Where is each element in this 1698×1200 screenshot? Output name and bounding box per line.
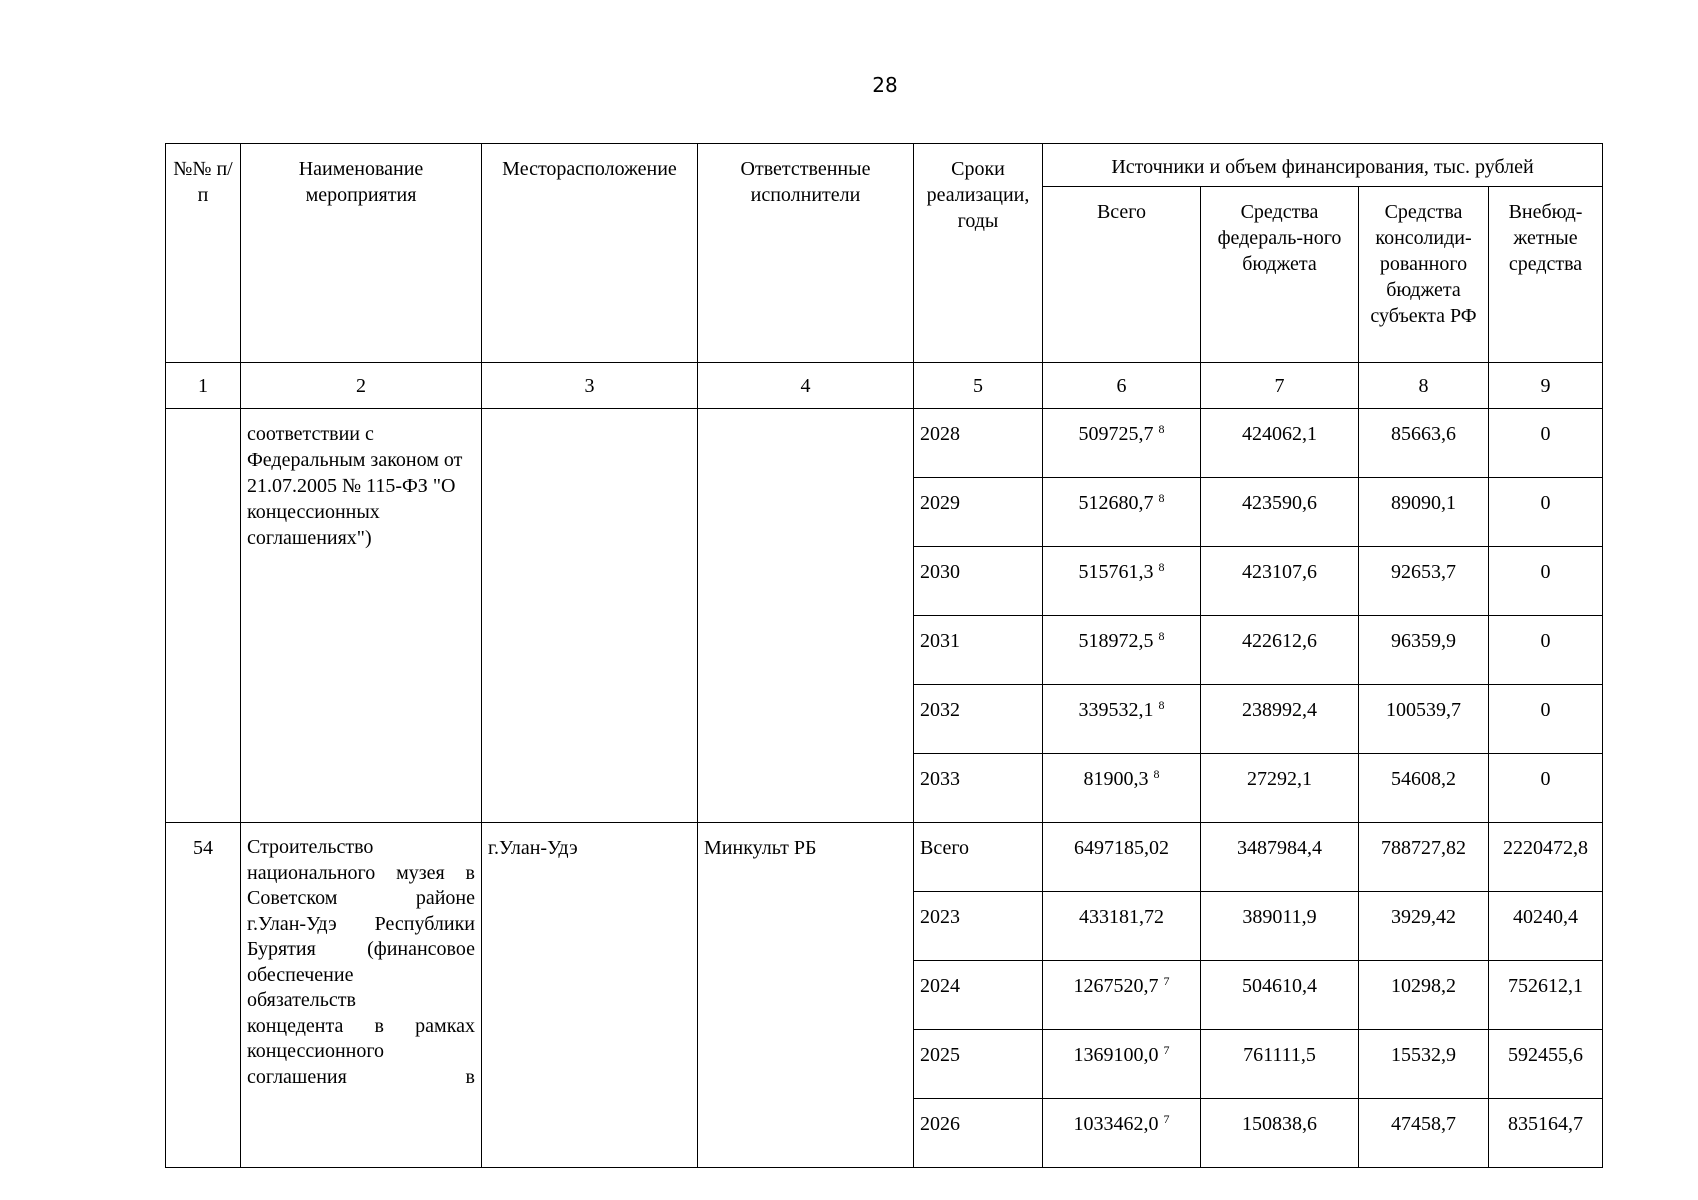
- item-name: соответствии с Федеральным законом от 21.07.2005 № 115-ФЗ "О концессионных соглашениях"): [241, 409, 482, 823]
- item-name-line: Строительство: [247, 836, 374, 858]
- column-number: 2: [241, 363, 482, 409]
- column-number: 6: [1043, 363, 1201, 409]
- item-num-cell: [166, 409, 241, 823]
- federal-cell: 422612,6: [1201, 616, 1359, 685]
- footnote-mark: 8: [1158, 560, 1165, 574]
- regional-cell: 3929,42: [1359, 892, 1489, 961]
- item-name-line: Бурятия (финансовое: [247, 938, 475, 960]
- table-row: [166, 409, 1603, 478]
- extra-cell: 0: [1489, 754, 1603, 823]
- header-responsible: Ответственные исполнители: [698, 144, 914, 363]
- year-cell: 2023: [914, 892, 1043, 961]
- extra-cell: 40240,4: [1489, 892, 1603, 961]
- header-consolidated: Средства консолиди-рованного бюджета субъекта РФ: [1359, 187, 1489, 363]
- extra-cell: 0: [1489, 685, 1603, 754]
- column-number: 4: [698, 363, 914, 409]
- footnote-mark: 8: [1158, 698, 1165, 712]
- total-cell: 6497185,02: [1043, 823, 1201, 892]
- total-cell: 339532,1 $^8$: [1043, 685, 1201, 754]
- item-name: [241, 823, 482, 1168]
- header-name: Наименование мероприятия: [241, 144, 482, 363]
- item-location: г.Улан-Удэ: [482, 823, 698, 1168]
- federal-cell: 423107,6: [1201, 547, 1359, 616]
- extra-cell: 0: [1489, 409, 1603, 478]
- year-cell: 2029: [914, 478, 1043, 547]
- column-number: 3: [482, 363, 698, 409]
- regional-cell: 92653,7: [1359, 547, 1489, 616]
- regional-cell: 47458,7: [1359, 1099, 1489, 1168]
- year-cell: 2032: [914, 685, 1043, 754]
- federal-cell: 27292,1: [1201, 754, 1359, 823]
- extra-cell: 2220472,8: [1489, 823, 1603, 892]
- table-row: [166, 823, 1603, 892]
- item-name-line: соглашения в: [247, 1065, 475, 1088]
- year-cell: 2030: [914, 547, 1043, 616]
- federal-cell: 761111,5: [1201, 1030, 1359, 1099]
- federal-cell: 424062,1: [1201, 409, 1359, 478]
- header-period: Сроки реализации, годы: [914, 144, 1043, 363]
- footnote-mark: 8: [1158, 629, 1165, 643]
- column-number: 8: [1359, 363, 1489, 409]
- extra-cell: 0: [1489, 616, 1603, 685]
- regional-cell: 788727,82: [1359, 823, 1489, 892]
- federal-cell: 423590,6: [1201, 478, 1359, 547]
- header-total: Всего: [1043, 187, 1201, 363]
- item-name-line: концедента в рамках: [247, 1014, 475, 1037]
- item-name-line: концессионного: [247, 1040, 385, 1062]
- footnote-mark: 8: [1158, 422, 1165, 436]
- total-cell: 1267520,7 $^7$: [1043, 961, 1201, 1030]
- item-name-line: обязательств: [247, 989, 356, 1011]
- total-cell: 1033462,0 $^7$: [1043, 1099, 1201, 1168]
- year-cell: 2028: [914, 409, 1043, 478]
- regional-cell: 96359,9: [1359, 616, 1489, 685]
- header-location: Месторасположение: [482, 144, 698, 363]
- item-num: 54: [166, 823, 241, 1168]
- extra-cell: 592455,6: [1489, 1030, 1603, 1099]
- column-number: 5: [914, 363, 1043, 409]
- regional-cell: 15532,9: [1359, 1030, 1489, 1099]
- column-number: 9: [1489, 363, 1603, 409]
- item-responsible: Минкульт РБ: [698, 823, 914, 1168]
- item-responsible: [698, 409, 914, 823]
- extra-cell: 0: [1489, 547, 1603, 616]
- year-cell: 2026: [914, 1099, 1043, 1168]
- header-extrabudget: Внебюд-жетные средства: [1489, 187, 1603, 363]
- item-name-line: г.Улан-Удэ Республики: [247, 912, 475, 935]
- header-federal: Средства федераль-ного бюджета: [1201, 187, 1359, 363]
- column-number: 1: [166, 363, 241, 409]
- total-cell: 518972,5 $^8$: [1043, 616, 1201, 685]
- total-cell: 81900,3 $^8$: [1043, 754, 1201, 823]
- item-location: [482, 409, 698, 823]
- total-cell: 515761,3 $^8$: [1043, 547, 1201, 616]
- year-cell: 2031: [914, 616, 1043, 685]
- column-numbers-row: [166, 363, 1603, 409]
- year-cell: Всего: [914, 823, 1043, 892]
- regional-cell: 85663,6: [1359, 409, 1489, 478]
- extra-cell: 835164,7: [1489, 1099, 1603, 1168]
- total-cell: 512680,7 $^8$: [1043, 478, 1201, 547]
- header-num: №№ п/п: [166, 144, 241, 363]
- footnote-mark: 8: [1158, 491, 1165, 505]
- column-number: 7: [1201, 363, 1359, 409]
- footnote-mark: 7: [1163, 1112, 1170, 1126]
- federal-cell: 389011,9: [1201, 892, 1359, 961]
- regional-cell: 10298,2: [1359, 961, 1489, 1030]
- federal-cell: 150838,6: [1201, 1099, 1359, 1168]
- year-cell: 2024: [914, 961, 1043, 1030]
- total-cell: 509725,7 $^8$: [1043, 409, 1201, 478]
- financing-table: [165, 143, 1603, 1168]
- regional-cell: 100539,7: [1359, 685, 1489, 754]
- item-name-line: национального музея в: [247, 861, 475, 884]
- extra-cell: 0: [1489, 478, 1603, 547]
- item-name-line: обеспечение: [247, 963, 354, 986]
- year-cell: 2025: [914, 1030, 1043, 1099]
- total-cell: 1369100,0 $^7$: [1043, 1030, 1201, 1099]
- regional-cell: 54608,2: [1359, 754, 1489, 823]
- footnote-mark: 8: [1153, 767, 1160, 781]
- footnote-mark: 7: [1163, 974, 1170, 988]
- federal-cell: 3487984,4: [1201, 823, 1359, 892]
- federal-cell: 504610,4: [1201, 961, 1359, 1030]
- page-number: 28: [872, 73, 898, 97]
- extra-cell: 752612,1: [1489, 961, 1603, 1030]
- regional-cell: 89090,1: [1359, 478, 1489, 547]
- total-cell: 433181,72: [1043, 892, 1201, 961]
- item-name-line: Советском районе: [247, 887, 475, 909]
- year-cell: 2033: [914, 754, 1043, 823]
- header-sources: Источники и объем финансирования, тыс. рублей: [1043, 144, 1603, 187]
- footnote-mark: 7: [1163, 1043, 1170, 1057]
- federal-cell: 238992,4: [1201, 685, 1359, 754]
